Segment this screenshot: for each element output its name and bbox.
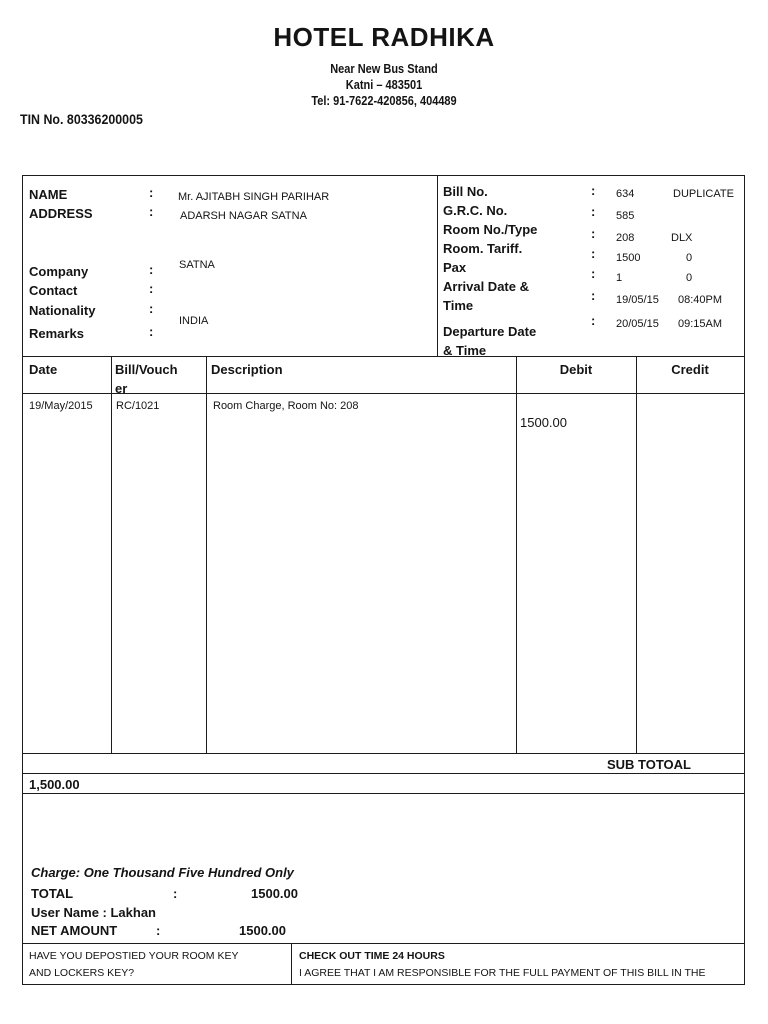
arrival-label: Arrival Date & Time — [443, 279, 529, 313]
colon: : — [149, 204, 154, 219]
tariff-extra-value: 0 — [686, 252, 693, 264]
column-header-description: Description — [211, 362, 283, 377]
colon: : — [591, 266, 596, 281]
room-type-value: DLX — [671, 232, 693, 244]
column-header-debit: Debit — [559, 362, 593, 377]
room-no-value: 208 — [616, 232, 635, 244]
colon: : — [149, 281, 154, 296]
contact-label: Contact — [29, 283, 78, 298]
hotel-address-line1: Near New Bus Stand — [330, 62, 438, 76]
amount-in-words: Charge: One Thousand Five Hundred Only — [31, 865, 294, 880]
table-col-line-1 — [111, 356, 112, 753]
table-col-line-4 — [636, 356, 637, 753]
grc-value: 585 — [616, 210, 635, 222]
bill-copy-type: DUPLICATE — [673, 188, 734, 200]
departure-label: Departure Date & Time — [443, 324, 537, 358]
tin-number: TIN No. 80336200005 — [20, 112, 143, 127]
colon: : — [149, 262, 154, 277]
company-label: Company — [29, 264, 89, 279]
hotel-address-line2: Katni – 483501 — [345, 78, 423, 92]
table-col-line-3 — [516, 356, 517, 753]
tariff-label: Room. Tariff. — [443, 241, 523, 256]
colon: : — [149, 301, 154, 316]
row-voucher: RC/1021 — [116, 400, 160, 412]
hotel-phone-line: Tel: 91-7622-420856, 404489 — [311, 94, 457, 108]
row-debit: 1500.00 — [520, 415, 567, 430]
subtotal-bottom-line — [23, 793, 744, 794]
footer-agreement-line: I AGREE THAT I AM RESPONSIBLE FOR THE FULL PAYMENT OF THIS BILL IN THE — [299, 967, 706, 979]
name-label: NAME — [29, 187, 68, 202]
remarks-label: Remarks — [29, 326, 84, 341]
info-divider-line — [437, 176, 438, 357]
footer-checkout-note: CHECK OUT TIME 24 HOURS — [299, 950, 445, 962]
hotel-name: HOTEL RADHIKA — [273, 22, 495, 52]
net-amount-label: NET AMOUNT — [31, 923, 118, 938]
bill-no-label: Bill No. — [443, 184, 488, 199]
row-description: Room Charge, Room No: 208 — [213, 400, 359, 412]
footer-divider-line — [291, 943, 292, 984]
colon: : — [173, 886, 178, 901]
subtotal-mid-line — [23, 773, 744, 774]
pax-label: Pax — [443, 260, 467, 275]
footer-top-line — [23, 943, 744, 944]
arrival-time-value: 08:40PM — [678, 294, 723, 306]
colon: : — [591, 226, 596, 241]
colon: : — [149, 324, 154, 339]
footer-left-line2: AND LOCKERS KEY? — [29, 967, 135, 979]
arrival-date-value: 19/05/15 — [616, 294, 659, 306]
pax-value: 1 — [616, 272, 623, 284]
colon: : — [591, 204, 596, 219]
column-header-credit: Credit — [671, 362, 709, 377]
colon: : — [591, 313, 596, 328]
total-label: TOTAL — [31, 886, 74, 901]
net-amount-value: 1500.00 — [239, 923, 286, 938]
colon: : — [156, 923, 161, 938]
guest-company: SATNA — [179, 259, 215, 271]
nationality-label: Nationality — [29, 303, 96, 318]
hotel-address-block — [46, 61, 722, 109]
bill-no-value: 634 — [616, 188, 635, 200]
colon: : — [591, 288, 596, 303]
tariff-value: 1500 — [616, 252, 641, 264]
grc-label: G.R.C. No. — [443, 203, 508, 218]
subtotal-value: 1,500.00 — [29, 777, 80, 792]
guest-address: ADARSH NAGAR SATNA — [180, 210, 307, 222]
address-label: ADDRESS — [29, 206, 93, 221]
colon: : — [149, 185, 154, 200]
subtotal-label: SUB TOTOAL — [606, 757, 691, 772]
table-bottom-line — [23, 753, 744, 754]
column-header-date: Date — [29, 362, 58, 377]
departure-time-value: 09:15AM — [678, 318, 723, 330]
column-header-voucher: Bill/Voucher — [115, 362, 178, 396]
total-value: 1500.00 — [251, 886, 298, 901]
table-col-line-2 — [206, 356, 207, 753]
colon: : — [591, 183, 596, 198]
room-label: Room No./Type — [443, 222, 538, 237]
guest-name: Mr. AJITABH SINGH PARIHAR — [178, 191, 330, 203]
user-name-line: User Name : Lakhan — [31, 905, 156, 920]
footer-left-line1: HAVE YOU DEPOSTIED YOUR ROOM KEY — [29, 950, 239, 962]
departure-date-value: 20/05/15 — [616, 318, 659, 330]
guest-nationality: INDIA — [179, 315, 209, 327]
pax-extra-value: 0 — [686, 272, 693, 284]
colon: : — [591, 246, 596, 261]
row-date: 19/May/2015 — [29, 400, 93, 412]
bill-box — [22, 175, 745, 985]
